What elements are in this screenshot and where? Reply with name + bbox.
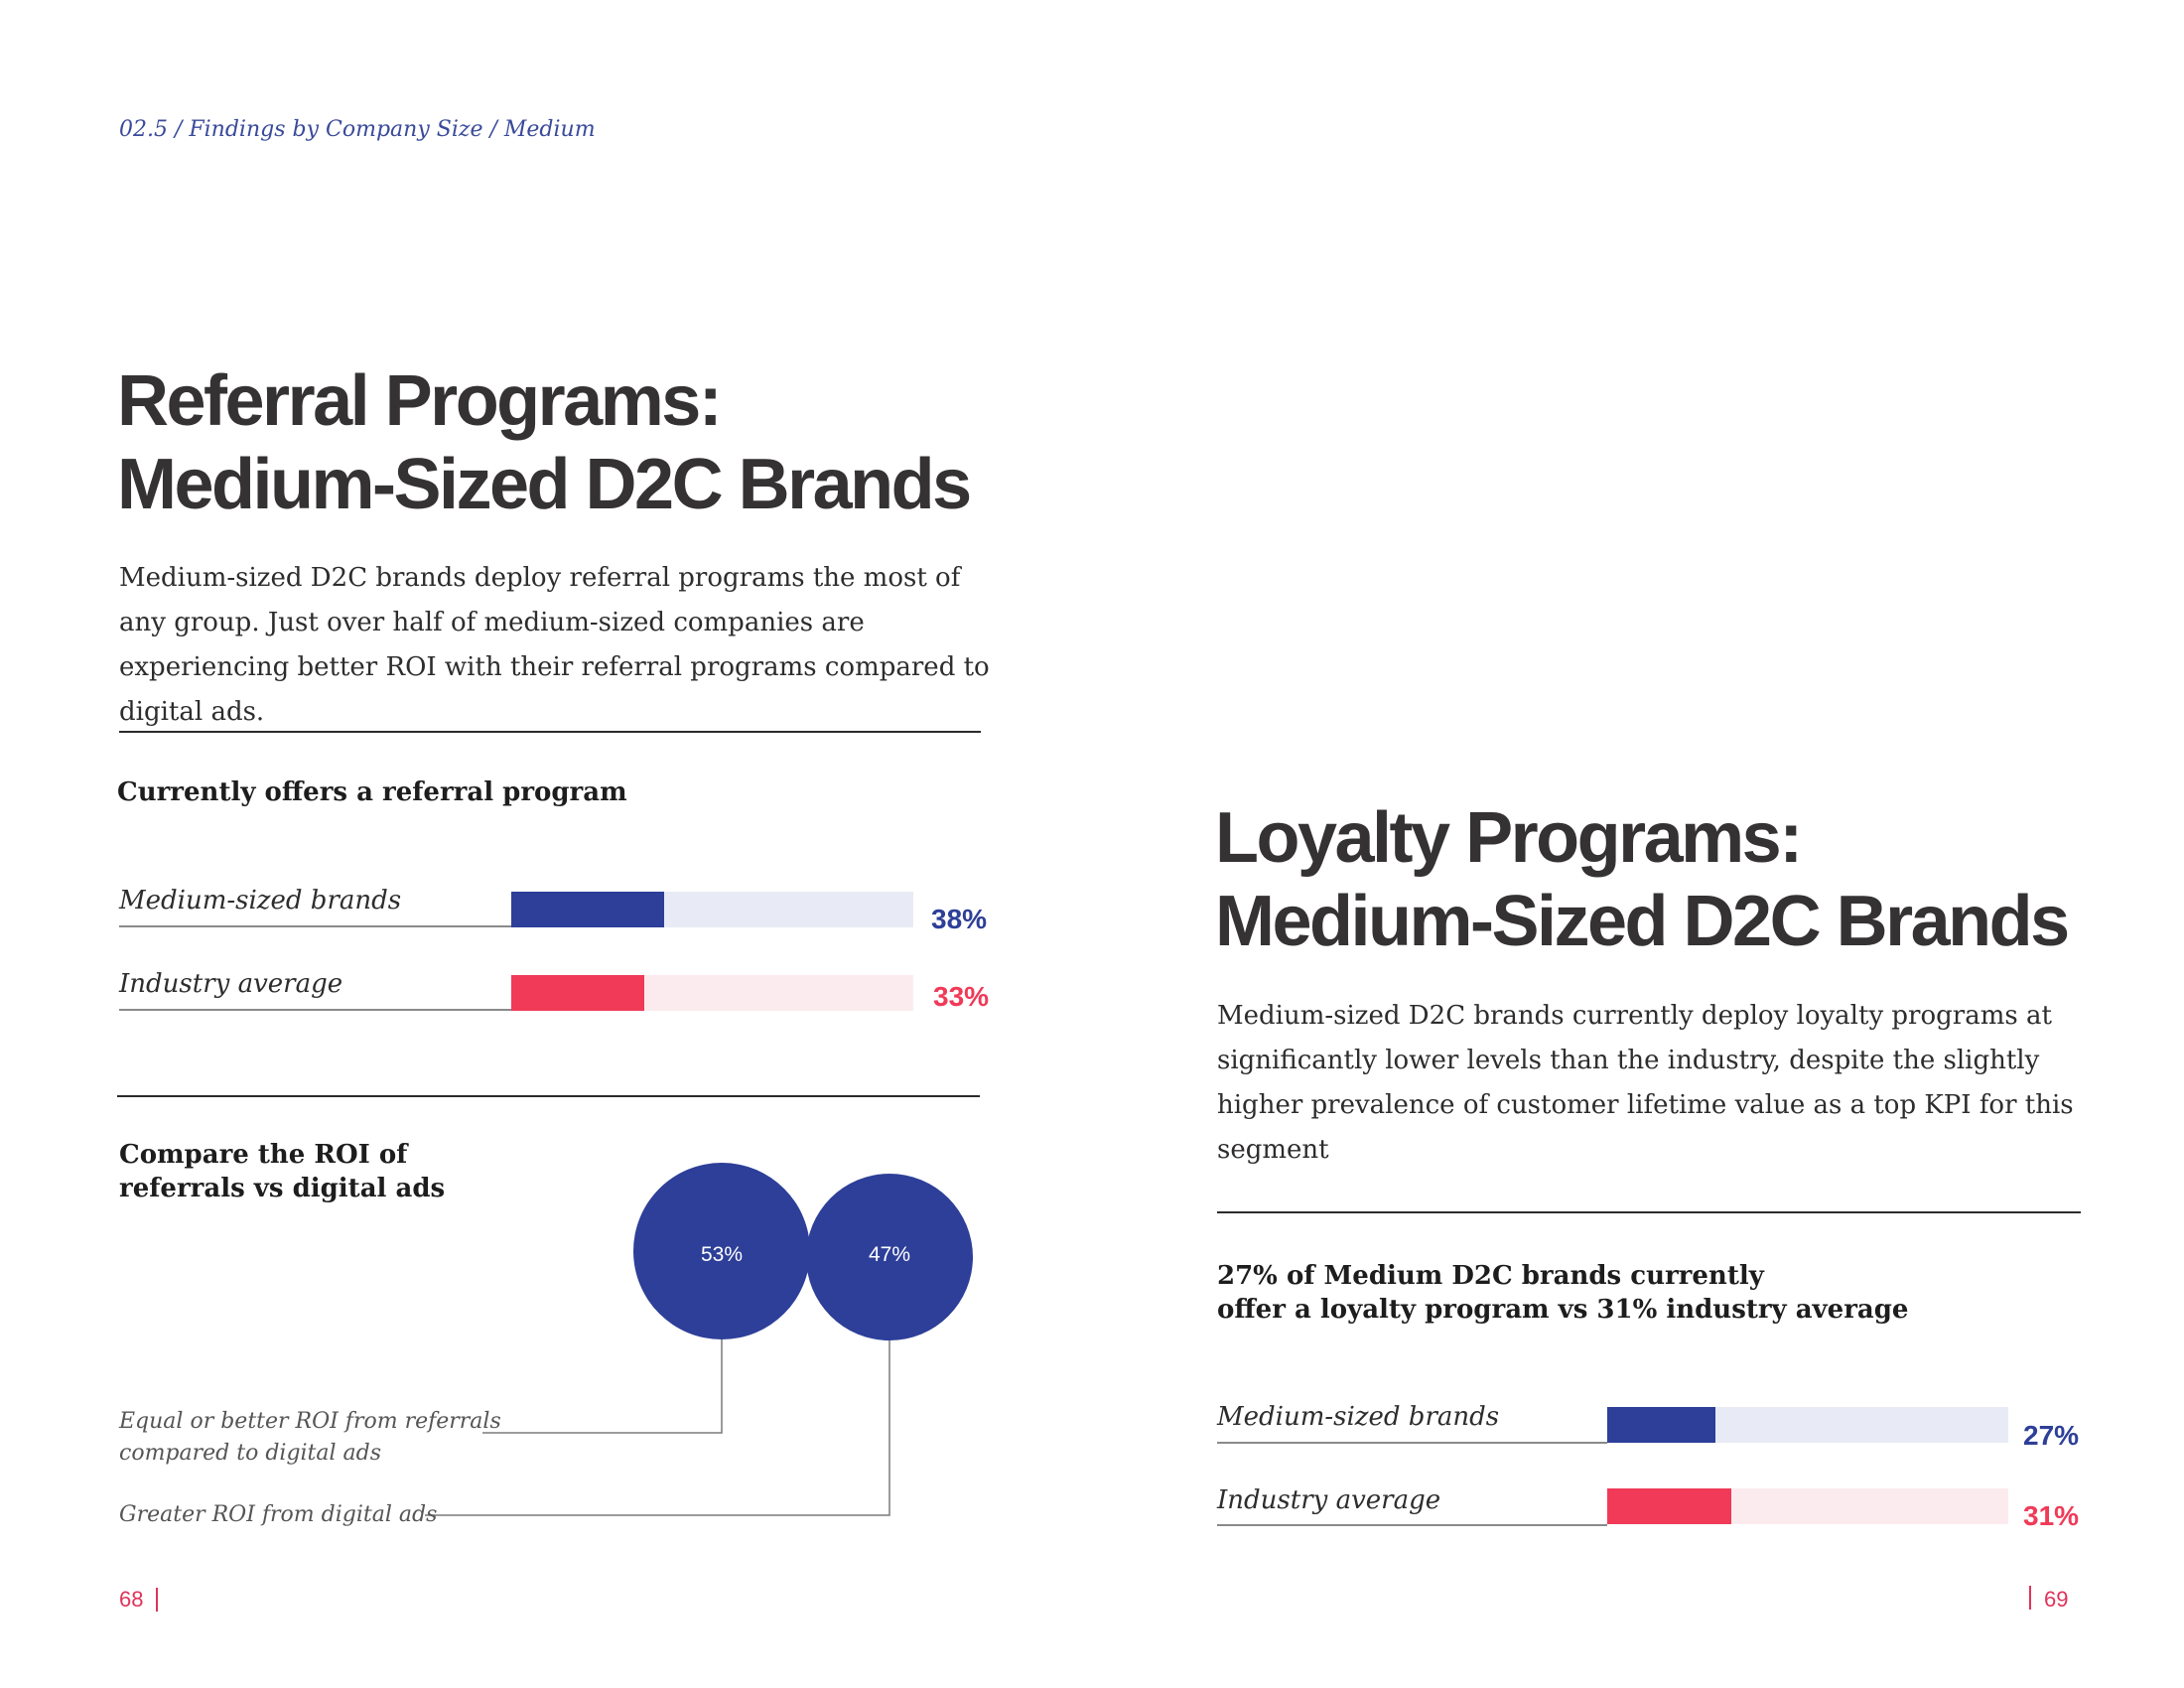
bar-industry-loyalty [1607, 1488, 1731, 1524]
referral-title [117, 359, 970, 526]
roi-compare-heading-line1: Compare the ROI of [119, 1140, 408, 1170]
bar-track-industry [511, 975, 913, 1011]
note-referrals-line1: Equal or better ROI from referrals [119, 1409, 501, 1434]
referral-title-line1: Referral Programs: [117, 361, 721, 441]
loyalty-bar-chart [1217, 1390, 2091, 1529]
roi-bubble-chart [0, 1142, 1092, 1539]
bar-label-medium: Medium-sized brands [1217, 1402, 1500, 1432]
loyalty-heading-line1: 27% of Medium D2C brands currently [1217, 1261, 1764, 1291]
page-number-left: 68 [119, 1587, 144, 1612]
referral-bar-chart [119, 874, 993, 1013]
loyalty-title-line2: Medium-Sized D2C Brands [1215, 882, 2068, 961]
bar-label-medium: Medium-sized brands [119, 886, 402, 915]
bar-underline [119, 1009, 511, 1011]
loyalty-title-line1: Loyalty Programs: [1215, 798, 1801, 878]
bar-medium-loyalty [1607, 1407, 1715, 1443]
bar-value-industry: 31% [2023, 1500, 2080, 1531]
bar-medium-referral [511, 892, 664, 927]
page-number-right: 69 [2044, 1587, 2069, 1612]
bar-value-medium: 27% [2023, 1420, 2080, 1451]
bar-track-medium [1607, 1407, 2008, 1443]
bar-underline [119, 925, 511, 927]
page-number-divider [156, 1588, 158, 1612]
page-number-divider [2029, 1586, 2031, 1610]
note-digital: Greater ROI from digital ads [119, 1502, 438, 1527]
bubble-referrals-label: 53% [700, 1243, 744, 1266]
referral-offers-heading: Currently offers a referral program [117, 777, 627, 807]
divider [1217, 1211, 2081, 1213]
loyalty-title [1215, 796, 2068, 963]
referral-title-line2: Medium-Sized D2C Brands [117, 445, 970, 524]
note-referrals [119, 1406, 501, 1470]
bar-underline [1217, 1524, 1607, 1526]
bar-underline [1217, 1442, 1607, 1444]
loyalty-lead: Medium-sized D2C brands currently deploy loyalty programs at significantly lower levels than the industry, despite the slightly higher prevalence of customer lifetime value as a top KPI for this segment [1217, 1001, 2074, 1165]
breadcrumb[interactable]: 02.5 / Findings by Company Size / Medium [119, 117, 596, 142]
divider [117, 1095, 980, 1097]
bubble-digital-label: 47% [868, 1243, 911, 1266]
note-referrals-line2: compared to digital ads [119, 1441, 382, 1466]
referral-lead: Medium-sized D2C brands deploy referral programs the most of any group. Just over half of medium-sized companies are experiencing better ROI with their referral programs compared to digital ads. [119, 563, 990, 727]
divider [119, 731, 981, 733]
bar-value-medium: 38% [931, 904, 988, 934]
loyalty-heading [1217, 1259, 1908, 1327]
connector-referrals [482, 1338, 722, 1433]
loyalty-heading-line2: offer a loyalty program vs 31% industry average [1217, 1295, 1909, 1325]
bar-track-medium [511, 892, 913, 927]
bar-track-industry [1607, 1488, 2008, 1524]
bar-label-industry: Industry average [119, 969, 343, 999]
bar-value-industry: 33% [933, 981, 990, 1012]
roi-compare-heading-line2: referrals vs digital ads [119, 1174, 446, 1203]
bar-label-industry: Industry average [1217, 1485, 1441, 1515]
bar-industry-referral [511, 975, 644, 1011]
